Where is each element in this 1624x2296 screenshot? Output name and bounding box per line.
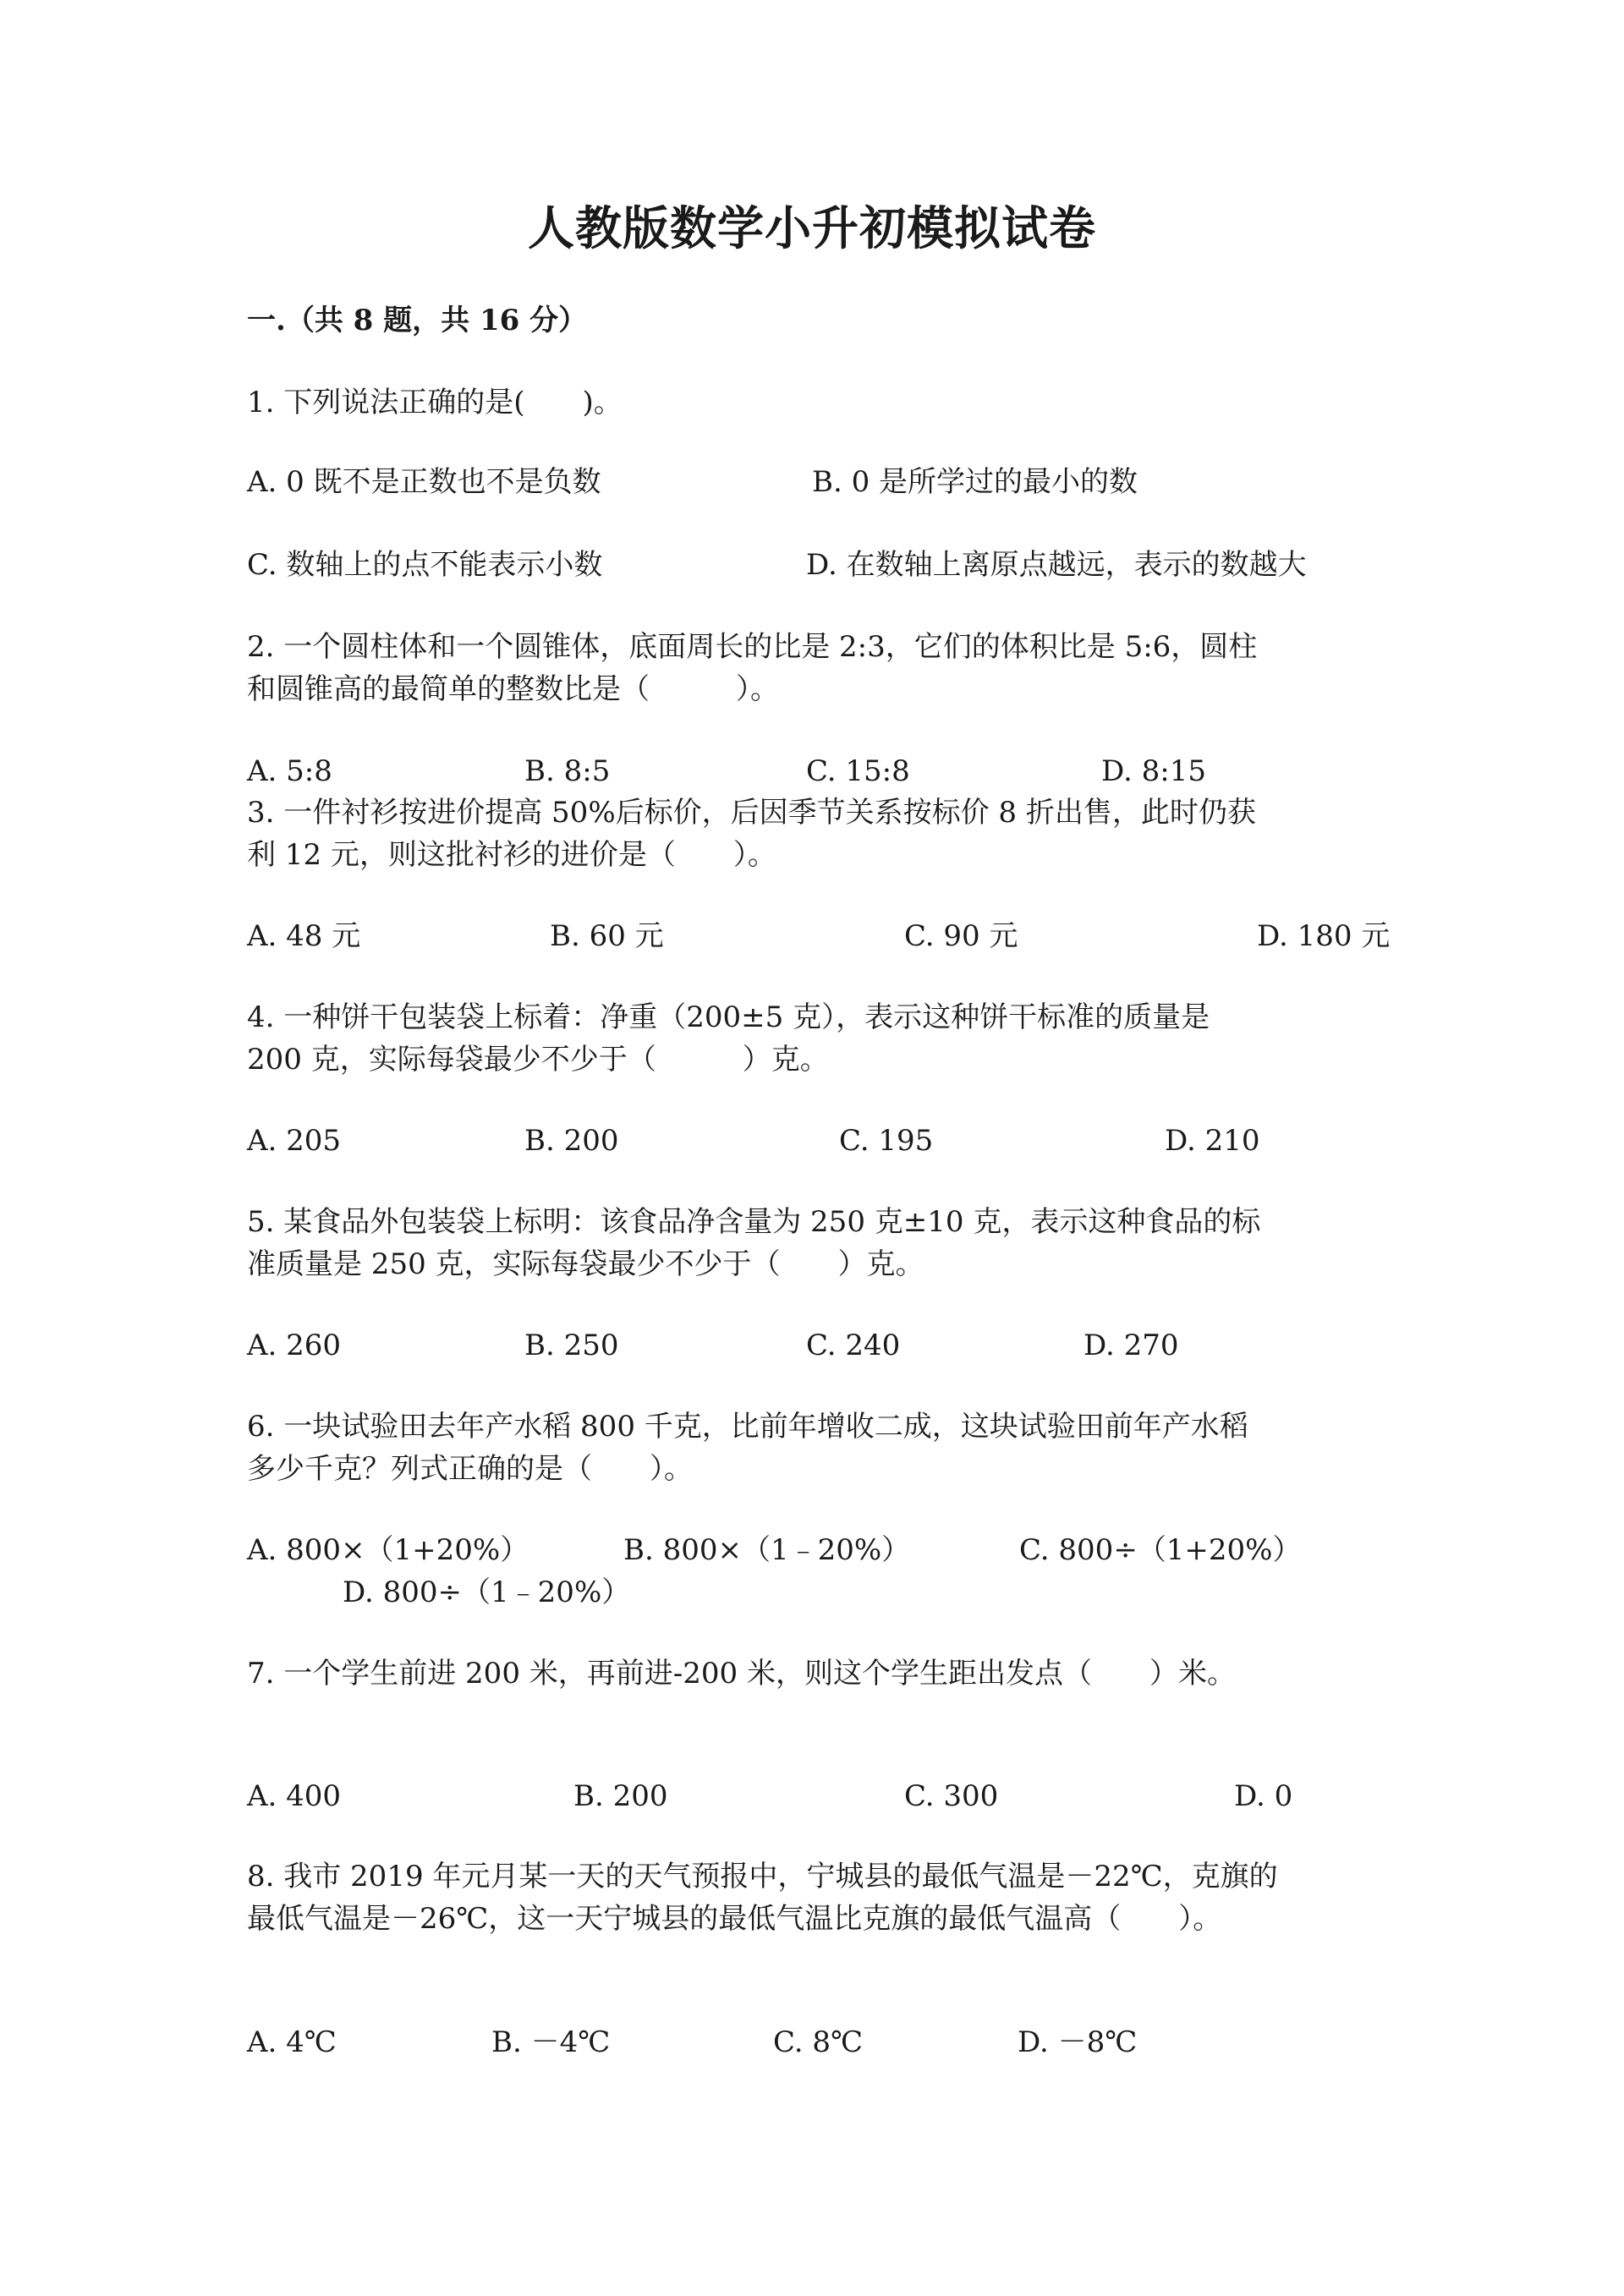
question-1-option-a: A. 0 既不是正数也不是负数	[247, 465, 601, 499]
question-2-line-2: 和圆锥高的最简单的整数比是（ ）。	[247, 672, 779, 706]
question-6-option-c: C. 800÷（1+20%）	[1019, 1533, 1302, 1567]
question-4-line-2: 200 克，实际每袋最少不少于（ ）克。	[247, 1043, 829, 1077]
question-8-option-d: D. －8℃	[1018, 2025, 1138, 2059]
question-8-option-a: A. 4℃	[247, 2025, 337, 2059]
question-4-option-c: C. 195	[839, 1124, 934, 1158]
question-2-option-a: A. 5:8	[247, 754, 332, 788]
question-7-option-a: A. 400	[247, 1779, 342, 1813]
question-2-option-b: B. 8:5	[524, 754, 611, 788]
question-3-option-d: D. 180 元	[1257, 919, 1391, 953]
question-1-option-b: B. 0 是所学过的最小的数	[812, 465, 1138, 499]
question-5-option-d: D. 270	[1084, 1329, 1179, 1362]
question-1-option-d: D. 在数轴上离原点越远，表示的数越大	[806, 548, 1307, 582]
question-6-option-a: A. 800×（1+20%）	[247, 1533, 529, 1567]
question-2-option-d: D. 8:15	[1101, 754, 1207, 788]
question-2-line-1: 2. 一个圆柱体和一个圆锥体，底面周长的比是 2:3，它们的体积比是 5:6，圆柱	[247, 630, 1258, 664]
question-5-line-2: 准质量是 250 克，实际每袋最少不少于（ ）克。	[247, 1247, 924, 1281]
question-5-option-a: A. 260	[247, 1329, 342, 1362]
question-3-option-a: A. 48 元	[247, 919, 361, 953]
question-4-option-b: B. 200	[524, 1124, 619, 1158]
question-8-option-c: C. 8℃	[773, 2025, 864, 2059]
question-3-line-1: 3. 一件衬衫按进价提高 50%后标价，后因季节关系按标价 8 折出售，此时仍获	[247, 796, 1256, 830]
question-6-line-1: 6. 一块试验田去年产水稻 800 千克，比前年增收二成，这块试验田前年产水稻	[247, 1410, 1248, 1444]
question-8-line-2: 最低气温是－26℃，这一天宁城县的最低气温比克旗的最低气温高（ ）。	[247, 1902, 1222, 1936]
question-7-line-1: 7. 一个学生前进 200 米，再前进-200 米，则这个学生距出发点（ ）米。	[247, 1657, 1236, 1690]
question-3-line-2: 利 12 元，则这批衬衫的进价是（ ）。	[247, 838, 776, 872]
question-3-option-c: C. 90 元	[904, 919, 1018, 953]
question-7-option-d: D. 0	[1234, 1779, 1293, 1813]
question-5-option-b: B. 250	[524, 1329, 619, 1362]
question-8-line-1: 8. 我市 2019 年元月某一天的天气预报中，宁城县的最低气温是－22℃，克旗的	[247, 1860, 1278, 1893]
question-1-option-c: C. 数轴上的点不能表示小数	[247, 548, 603, 582]
question-7-option-c: C. 300	[904, 1779, 999, 1813]
question-5-line-1: 5. 某食品外包装袋上标明：该食品净含量为 250 克±10 克，表示这种食品的标	[247, 1205, 1261, 1239]
question-5-option-c: C. 240	[806, 1329, 901, 1362]
question-4-option-a: A. 205	[247, 1124, 342, 1158]
question-6-option-b: B. 800×（1﹣20%）	[623, 1533, 911, 1567]
page-title: 人教版数学小升初模拟试卷	[527, 200, 1096, 255]
section-heading: 一.（共 8 题，共 16 分）	[247, 304, 588, 337]
question-4-option-d: D. 210	[1165, 1124, 1260, 1158]
question-8-option-b: B. －4℃	[491, 2025, 611, 2059]
question-4-line-1: 4. 一种饼干包装袋上标着：净重（200±5 克），表示这种饼干标准的质量是	[247, 1000, 1210, 1034]
question-2-option-c: C. 15:8	[806, 754, 910, 788]
question-6-line-2: 多少千克？列式正确的是（ ）。	[247, 1452, 693, 1486]
question-6-option-d: D. 800÷（1﹣20%）	[343, 1575, 631, 1609]
question-7-option-b: B. 200	[573, 1779, 668, 1813]
question-1-line-1: 1. 下列说法正确的是( )。	[247, 386, 623, 419]
question-3-option-b: B. 60 元	[550, 919, 664, 953]
